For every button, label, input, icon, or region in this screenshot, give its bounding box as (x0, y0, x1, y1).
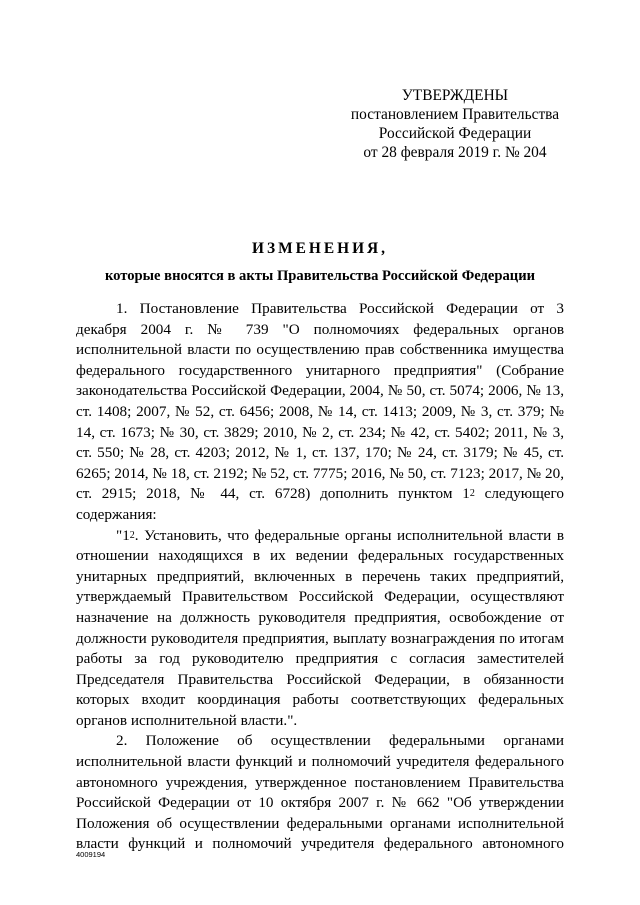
paragraph-1 (76, 299, 564, 526)
paragraph-1-tail: следующего содержания: (76, 485, 564, 523)
paragraph-quote (76, 526, 564, 732)
paragraph-1-superscript: 2 (469, 488, 475, 500)
paragraph-2: 2. Положение об осуществлении федеральными органами исполнительной власти функций и полномочий учредителя федерального автономного учреждения, утвержденное постановлением Правительства Российской Федерации от 10 октября 2007 г. № 662 "Об утверждении Положения об осуществлении федеральными органами исполнительной власти функций и полномочий учредителя федерального автономного (76, 732, 564, 853)
approval-line-date: от 28 февраля 2019 г. № 204 (363, 144, 547, 161)
paragraph-quote-text: . Установить, что федеральные органы исполнительной власти в отношении находящихся в их ведении федеральных государственных унитарных предприятий, включенных в перечень таких предприятий, утверждаемый Правительством Российской Федерации, осуществляют назначение на должность руководителя предприятия, освобождение от должности руководителя предприятия, выплату вознаграждения по итогам работы за год руководителю предприятия с согласия заместителей Председателя Правительства Российской Федерации, в обязанности которых входит координация работы соответствующих федеральных органов исполнительной власти.". (76, 526, 564, 729)
document-body (76, 299, 564, 855)
document-subtitle: которые вносятся в акты Правительства Российской Федерации (104, 268, 536, 284)
paragraph-1-text: 1. Постановление Правительства Российской Федерации от 3 декабря 2004 г. № 739 "О полномочиях федеральных органов исполнительной власти по осуществлению прав собственника имущества федерального государственного унитарного предприятия" (Собрание законодательства Российской Федерации, 2004, № 50, ст. 5074; 2006, № 13, ст. 1408; 2007, № 52, ст. 6456; 2008, № 14, ст. 1413; 2009, № 3, ст. 379; № 14, ст. 1673; № 30, ст. 3829; 2010, № 2, ст. 234; № 42, ст. 5402; 2011, № 3, ст. 550; № 28, ст. 4203; 2012, № 1, ст. 137, 170; № 24, ст. 3179; № 45, ст. 6265; 2014, № 18, ст. 2192; № 52, ст. 7775; 2016, № 50, ст. 7123; 2017, № 20, ст. 2915; 2018, № 44, ст. 6728) дополнить пунктом 1 (76, 300, 564, 503)
approval-line-decree: постановлением Правительства (350, 106, 560, 123)
approval-line-country: Российской Федерации (378, 125, 532, 142)
paragraph-quote-start: "1 (116, 526, 130, 544)
approval-heading: УТВЕРЖДЕНЫ (401, 87, 509, 104)
document-number: 4009194 (76, 850, 106, 859)
approval-block (340, 86, 570, 162)
document-title: ИЗМЕНЕНИЯ, (251, 240, 389, 257)
paragraph-quote-superscript: 2 (129, 529, 135, 541)
